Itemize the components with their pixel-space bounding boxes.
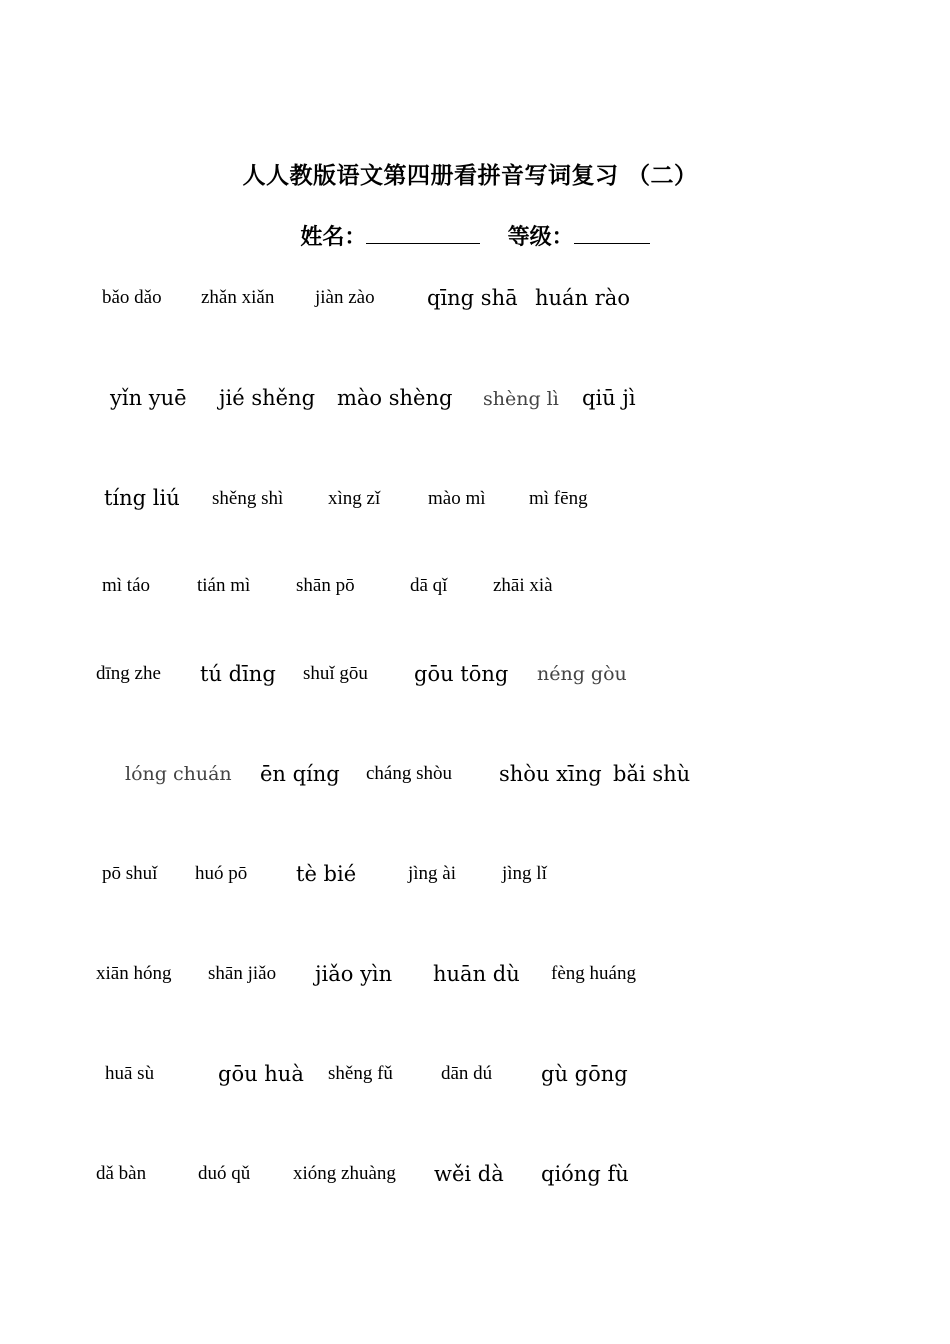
- pinyin-word: huān dù: [433, 962, 520, 986]
- pinyin-word: dīng zhe: [96, 663, 161, 684]
- pinyin-word: shuǐ gōu: [303, 663, 368, 684]
- pinyin-word: mào mì: [428, 488, 486, 509]
- pinyin-word: mì fēng: [529, 488, 588, 509]
- pinyin-word: lóng chuán: [125, 763, 232, 785]
- pinyin-word: jiàn zào: [315, 287, 375, 308]
- pinyin-word: huā sù: [105, 1063, 155, 1084]
- grade-label: 等级：: [507, 225, 574, 250]
- pinyin-word: qīng shā: [427, 286, 518, 310]
- pinyin-word: tíng liú: [104, 486, 180, 510]
- name-blank[interactable]: [366, 221, 480, 244]
- pinyin-word: xióng zhuàng: [293, 1163, 396, 1184]
- pinyin-word: néng gòu: [537, 663, 627, 685]
- pinyin-word: jìng ài: [408, 863, 457, 884]
- pinyin-word: huó pō: [195, 863, 248, 884]
- pinyin-word: gōu huà: [218, 1062, 304, 1086]
- pinyin-word: mào shèng: [337, 386, 453, 410]
- pinyin-word: xiān hóng: [96, 963, 172, 984]
- pinyin-word: ēn qíng: [260, 762, 340, 786]
- name-label: 姓名：: [300, 225, 367, 250]
- pinyin-word: mì táo: [102, 575, 151, 596]
- pinyin-word: cháng shòu: [366, 763, 453, 784]
- pinyin-word: shòu xīng: [499, 762, 602, 786]
- pinyin-word: shěng fǔ: [328, 1063, 393, 1084]
- pinyin-word: shān pō: [296, 575, 355, 596]
- pinyin-word: fèng huáng: [551, 963, 636, 984]
- pinyin-word: dān dú: [441, 1063, 493, 1084]
- pinyin-word: qiū jì: [582, 386, 636, 410]
- pinyin-word: qióng fù: [541, 1162, 629, 1186]
- student-info: [0, 220, 950, 251]
- pinyin-word: shān jiǎo: [208, 963, 277, 984]
- worksheet-title: 人人教版语文第四册看拼音写词复习 （二）: [242, 163, 698, 189]
- pinyin-word: jié shěng: [219, 386, 316, 410]
- pinyin-word: duó qǔ: [198, 1163, 251, 1184]
- pinyin-word: shěng shì: [212, 488, 284, 509]
- pinyin-word: bǎi shù: [613, 762, 691, 786]
- pinyin-word: bǎo dǎo: [102, 287, 162, 308]
- pinyin-word: xìng zǐ: [328, 488, 381, 509]
- pinyin-word: dǎ bàn: [96, 1163, 147, 1184]
- pinyin-word: tè bié: [296, 862, 357, 886]
- pinyin-word: pō shuǐ: [102, 863, 158, 884]
- pinyin-word: huán rào: [535, 286, 630, 310]
- pinyin-word: yǐn yuē: [110, 386, 187, 410]
- pinyin-word: wěi dà: [434, 1162, 504, 1186]
- pinyin-word: shèng lì: [483, 388, 559, 410]
- pinyin-word: gù gōng: [541, 1062, 628, 1086]
- grade-blank[interactable]: [574, 221, 650, 244]
- pinyin-word: tú dīng: [200, 662, 276, 686]
- pinyin-word: zhǎn xiǎn: [201, 287, 275, 308]
- pinyin-word: jìng lǐ: [502, 863, 547, 884]
- pinyin-word: zhāi xià: [493, 575, 553, 596]
- pinyin-word: jiǎo yìn: [315, 962, 393, 986]
- pinyin-word: dā qǐ: [410, 575, 448, 596]
- pinyin-word: tián mì: [197, 575, 251, 596]
- pinyin-word: gōu tōng: [414, 662, 509, 686]
